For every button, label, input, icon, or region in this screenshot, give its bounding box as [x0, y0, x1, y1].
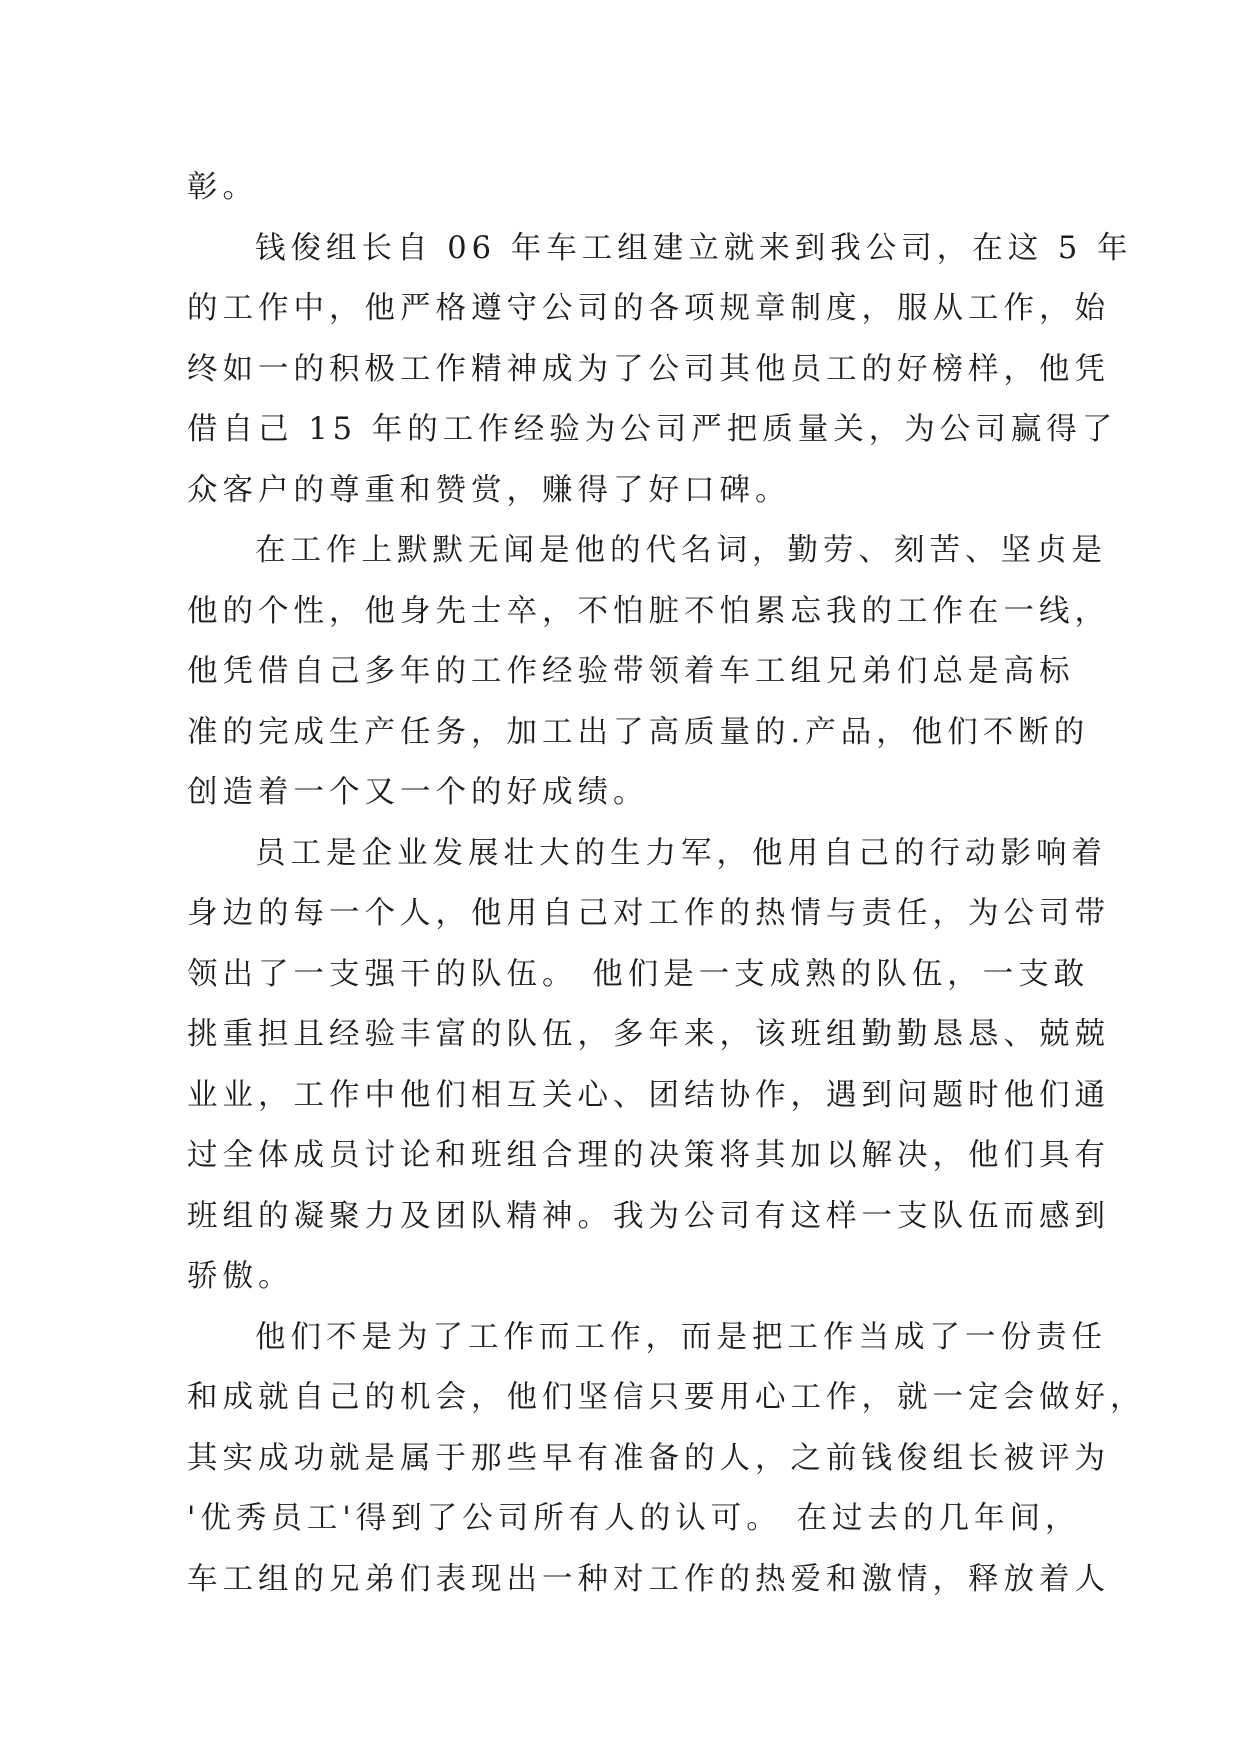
text-line: 业业，工作中他们相互关心、团结协作，遇到问题时他们通: [187, 1077, 1110, 1113]
text-line: 车工组的兄弟们表现出一种对工作的热爱和激情，释放着人: [187, 1561, 1110, 1597]
paragraph-first-line: 钱俊组长自 06 年车工组建立就来到我公司，在这 5 年: [255, 230, 1133, 266]
paragraph-first-line: 他们不是为了工作而工作，而是把工作当成了一份责任: [255, 1319, 1107, 1355]
text-line: 众客户的尊重和赞赏，赚得了好口碑。: [187, 472, 791, 508]
text-line: 骄傲。: [187, 1259, 294, 1294]
text-line: 过全体成员讨论和班组合理的决策将其加以解决，他们具有: [187, 1138, 1110, 1173]
text-line: 他的个性，他身先士卒，不怕脏不怕累忘我的工作在一线，: [187, 593, 1110, 629]
text-line: 终如一的积极工作精神成为了公司其他员工的好榜样，他凭: [187, 351, 1110, 387]
text-line: 的工作中，他严格遵守公司的各项规章制度，服从工作，始: [187, 291, 1110, 326]
text-line: 和成就自己的机会，他们坚信只要用心工作，就一定会做好，: [187, 1380, 1146, 1415]
text-line: 他凭借自己多年的工作经验带领着车工组兄弟们总是高标: [187, 654, 1075, 689]
text-line: 身边的每一个人，他用自己对工作的热情与责任，为公司带: [187, 896, 1110, 931]
text-line: 其实成功就是属于那些早有准备的人，之前钱俊组长被评为: [187, 1440, 1110, 1476]
paragraph-first-line: 在工作上默默无闻是他的代名词，勤劳、刻苦、坚贞是: [255, 533, 1107, 568]
text-line: 借自己 15 年的工作经验为公司严把质量关，为公司赢得了: [187, 412, 1118, 447]
text-line: 彰。: [187, 170, 258, 205]
body-text: [187, 158, 1146, 1610]
text-line: 班组的凝聚力及团队精神。我为公司有这样一支队伍而感到: [187, 1198, 1110, 1234]
text-line: '优秀员工'得到了公司所有人的认可。 在过去的几年间，: [187, 1501, 1081, 1536]
text-line: 创造着一个又一个的好成绩。: [187, 775, 649, 810]
text-line: 准的完成生产任务，加工出了高质量的.产品，他们不断的: [187, 714, 1090, 750]
text-line: 挑重担且经验丰富的队伍，多年来，该班组勤勤恳恳、兢兢: [187, 1017, 1110, 1052]
text-line: 领出了一支强干的队伍。 他们是一支成熟的队伍，一支敢: [187, 956, 1090, 992]
paragraph-first-line: 员工是企业发展壮大的生力军，他用自己的行动影响着: [255, 835, 1107, 871]
